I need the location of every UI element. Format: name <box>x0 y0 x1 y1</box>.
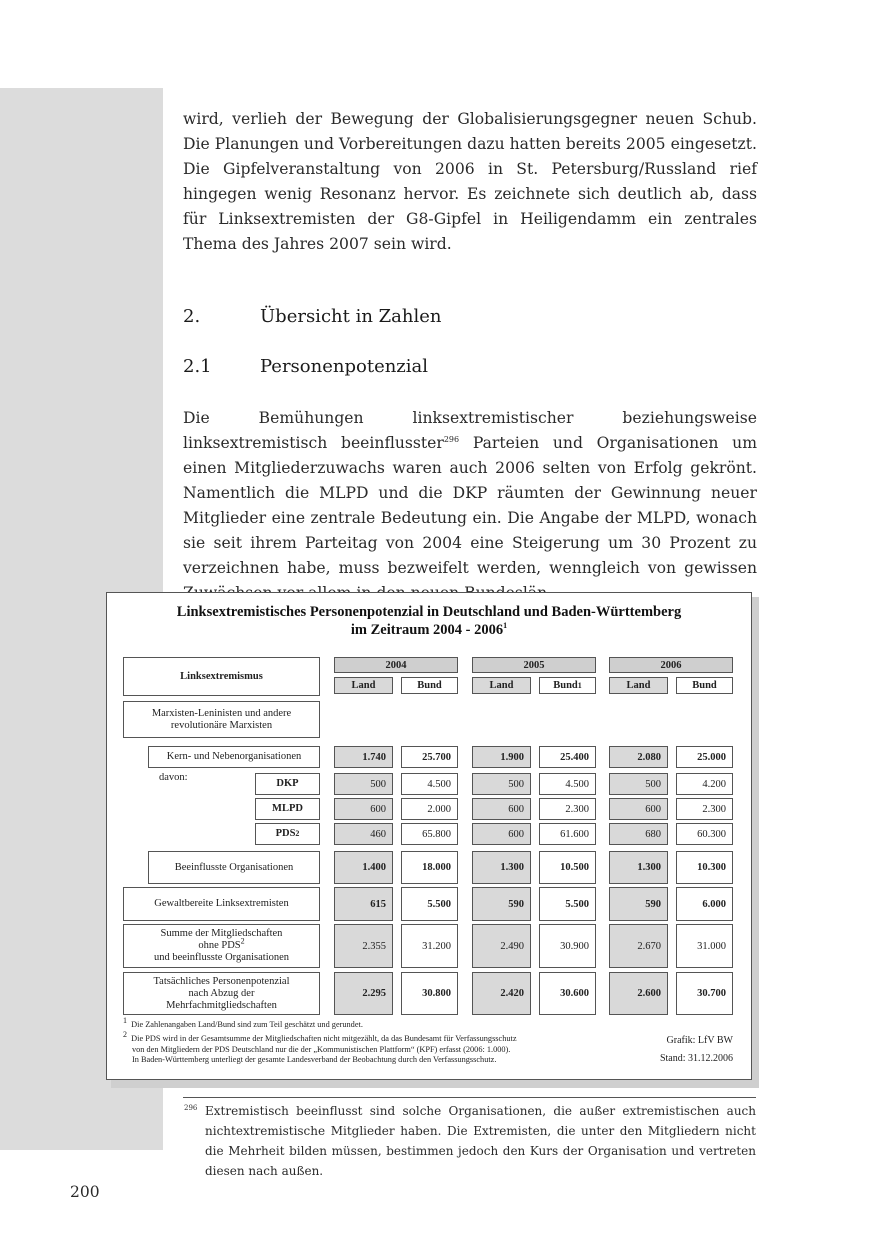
subsection-number: 2.1 <box>183 356 212 377</box>
tats-line1: Tatsächliches Personenpotenzial <box>153 975 290 987</box>
header-linksextremismus: Linksextremismus <box>123 657 320 696</box>
paragraph-text-1: Die Bemühungen linksextremistischer beziehungsweise linksextremistisch beeinflusster <box>183 409 757 452</box>
cell-beeinflusste-2005-bund: 10.500 <box>539 851 596 884</box>
row-label-dkp: DKP <box>255 773 320 795</box>
chart-footnote-2-line1 <box>123 1030 517 1045</box>
group-marxisten-leninisten: Marxisten-Leninisten und andere revolutionäre Marxisten <box>123 701 320 738</box>
bund-header-2005-text: Bund <box>553 680 578 691</box>
cell-mlpd-2004-land: 600 <box>334 798 393 820</box>
cell-pds-2006-bund: 60.300 <box>676 823 733 845</box>
cell-tatsaechliches-2004-bund: 30.800 <box>401 972 458 1015</box>
footnote-rule <box>183 1097 756 1098</box>
cell-gewaltbereite-2004-land: 615 <box>334 887 393 921</box>
cell-dkp-2006-bund: 4.200 <box>676 773 733 795</box>
land-header-2004: Land <box>334 677 393 694</box>
cell-dkp-2005-bund: 4.500 <box>539 773 596 795</box>
cell-tatsaechliches-2006-bund: 30.700 <box>676 972 733 1015</box>
cell-pds-2004-bund: 65.800 <box>401 823 458 845</box>
cell-beeinflusste-2004-bund: 18.000 <box>401 851 458 884</box>
cell-dkp-2006-land: 500 <box>609 773 668 795</box>
cell-mlpd-2006-bund: 2.300 <box>676 798 733 820</box>
cell-kern-2005-land: 1.900 <box>472 746 531 768</box>
row-label-kern: Kern- und Nebenorganisationen <box>148 746 320 768</box>
tats-line3: Mehrfachmitgliedschaften <box>166 999 277 1011</box>
cell-pds-2005-bund: 61.600 <box>539 823 596 845</box>
chart-footnote-2 <box>123 1030 517 1066</box>
cell-kern-2006-land: 2.080 <box>609 746 668 768</box>
row-label-mlpd: MLPD <box>255 798 320 820</box>
summe-line1: Summe der Mitgliedschaften <box>160 928 283 939</box>
row-label-pds-text: PDS <box>275 828 296 839</box>
cell-pds-2004-land: 460 <box>334 823 393 845</box>
land-header-2006: Land <box>609 677 668 694</box>
row-label-summe <box>123 924 320 968</box>
cell-summe-2005-bund: 30.900 <box>539 924 596 968</box>
chart-credit: Grafik: LfV BW <box>666 1035 733 1046</box>
intro-paragraph: wird, verlieh der Bewegung der Globalisierungsgegner neuen Schub. Die Planungen und Vorbereitungen dazu hatten bereits 2005 eingesetzt. Die Gipfelveranstaltung von 2006 in St. Petersburg/Russland rief hingegen wenig Resonanz hervor. Es zeichnete sich deutlich ab, dass für Linksextremisten der G8-Gipfel in Heiligendamm ein zentrales Thema des Jahres 2007 sein wird. <box>183 110 757 253</box>
cell-tatsaechliches-2006-land: 2.600 <box>609 972 668 1015</box>
paragraph-text-2: Parteien und Organisationen um einen Mitgliederzuwachs waren auch 2006 selten von Erfolg gekrönt. Namentlich die MLPD und die DKP räumten der Gewinnung neuer Mitglieder eine zentrale Bedeutung ein. Die Angabe der MLPD, wonach sie seit ihrem Parteitag von 2004 eine Steigerung um 30 Prozent zu verzeichnen habe, muss bezweifelt werden, wenngleich von gewissen <box>183 434 757 577</box>
chart-footnote-2-num: 2 <box>123 1030 127 1040</box>
footnote-ref: 296 <box>443 434 460 444</box>
summe-line2-text: ohne PDS <box>198 940 241 951</box>
cell-dkp-2005-land: 500 <box>472 773 531 795</box>
footnote-number: 296 <box>184 1104 198 1112</box>
year-header-2004: 2004 <box>334 657 458 673</box>
land-header-2005: Land <box>472 677 531 694</box>
cell-kern-2006-bund: 25.000 <box>676 746 733 768</box>
cell-pds-2006-land: 680 <box>609 823 668 845</box>
cell-mlpd-2005-bund: 2.300 <box>539 798 596 820</box>
cell-summe-2004-land: 2.355 <box>334 924 393 968</box>
cell-gewaltbereite-2005-bund: 5.500 <box>539 887 596 921</box>
bund-header-2006: Bund <box>676 677 733 694</box>
chart-footnote-1-num: 1 <box>123 1016 127 1026</box>
chart-footnote-1 <box>123 1016 363 1031</box>
summe-line3: und beeinflusste Organisationen <box>153 952 290 963</box>
cell-dkp-2004-bund: 4.500 <box>401 773 458 795</box>
year-header-2005: 2005 <box>472 657 596 673</box>
cell-mlpd-2006-land: 600 <box>609 798 668 820</box>
subsection-title: Personenpotenzial <box>260 356 429 377</box>
cell-gewaltbereite-2005-land: 590 <box>472 887 531 921</box>
year-header-2006: 2006 <box>609 657 733 673</box>
cell-gewaltbereite-2006-land: 590 <box>609 887 668 921</box>
chart-title-line2 <box>107 622 751 639</box>
cell-beeinflusste-2006-bund: 10.300 <box>676 851 733 884</box>
cell-gewaltbereite-2006-bund: 6.000 <box>676 887 733 921</box>
chart-footnote-2-line2: von den Mitgliedern der PDS Deutschland nur die der „Kommunistischen Plattform“ (KPF) erfasst (2006: 1.000). <box>132 1044 511 1054</box>
chart-title-line1: Linksextremistisches Personenpotenzial in Deutschland und Baden-Württemberg <box>176 604 682 620</box>
footnote-text: Extremistisch beeinflusst sind solche Organisationen, die außer extremistischen auch nichtextremistische Mitglieder haben. Die Extremisten, die unter den Mitgliedern nicht die Mehrheit bilden müssen, bestimmen jedoch den Kurs der Organisation und vertreten diesen nach außen. <box>205 1104 756 1178</box>
cell-summe-2006-land: 2.670 <box>609 924 668 968</box>
subsection-heading <box>183 356 428 377</box>
cell-kern-2005-bund: 25.400 <box>539 746 596 768</box>
chart-footnote-1-text: Die Zahlenangaben Land/Bund sind zum Teil geschätzt und gerundet. <box>131 1020 363 1029</box>
cell-gewaltbereite-2004-bund: 5.500 <box>401 887 458 921</box>
row-label-gewaltbereite: Gewaltbereite Linksextremisten <box>123 887 320 921</box>
row-label-beeinflusste: Beeinflusste Organisationen <box>148 851 320 884</box>
davon-label: davon: <box>159 772 188 783</box>
chart-stand: Stand: 31.12.2006 <box>659 1053 733 1064</box>
section-number: 2. <box>183 306 201 327</box>
row-label-tatsaechliches <box>123 972 320 1015</box>
bund-header-2005: Bund 1 <box>539 677 596 694</box>
tats-line2: nach Abzug der <box>188 987 255 999</box>
cell-pds-2005-land: 600 <box>472 823 531 845</box>
personenpotenzial-chart <box>106 592 752 1080</box>
cell-beeinflusste-2005-land: 1.300 <box>472 851 531 884</box>
cell-beeinflusste-2006-land: 1.300 <box>609 851 668 884</box>
cell-summe-2006-bund: 31.000 <box>676 924 733 968</box>
cell-tatsaechliches-2004-land: 2.295 <box>334 972 393 1015</box>
summe-line2 <box>198 936 245 952</box>
chart-title-text: im Zeitraum 2004 - 2006 <box>350 622 504 638</box>
cell-beeinflusste-2004-land: 1.400 <box>334 851 393 884</box>
bund-header-2004: Bund <box>401 677 458 694</box>
cell-summe-2004-bund: 31.200 <box>401 924 458 968</box>
section-heading <box>183 306 441 327</box>
cell-kern-2004-bund: 25.700 <box>401 746 458 768</box>
cell-mlpd-2004-bund: 2.000 <box>401 798 458 820</box>
cell-tatsaechliches-2005-land: 2.420 <box>472 972 531 1015</box>
cell-dkp-2004-land: 500 <box>334 773 393 795</box>
cell-summe-2005-land: 2.490 <box>472 924 531 968</box>
summe-ref: 2 <box>240 936 245 946</box>
cell-mlpd-2005-land: 600 <box>472 798 531 820</box>
chart-footnote-2-text1: Die PDS wird in der Gesamtsumme der Mitgliedschaften nicht mitgezählt, da das Bundesamt für Verfassungsschutz <box>131 1034 517 1043</box>
cell-tatsaechliches-2005-bund: 30.600 <box>539 972 596 1015</box>
section-title: Übersicht in Zahlen <box>260 306 442 327</box>
row-label-pds: PDS 2 <box>255 823 320 845</box>
paragraph-personenpotenzial <box>183 406 757 606</box>
chart-title-footnote-ref: 1 <box>503 621 508 631</box>
chart-footnote-2-line3: In Baden-Württemberg unterliegt der gesamte Landesverband der Beobachtung durch den Verfassungsschutz. <box>132 1055 497 1064</box>
page-number: 200 <box>70 1183 100 1201</box>
cell-kern-2004-land: 1.740 <box>334 746 393 768</box>
